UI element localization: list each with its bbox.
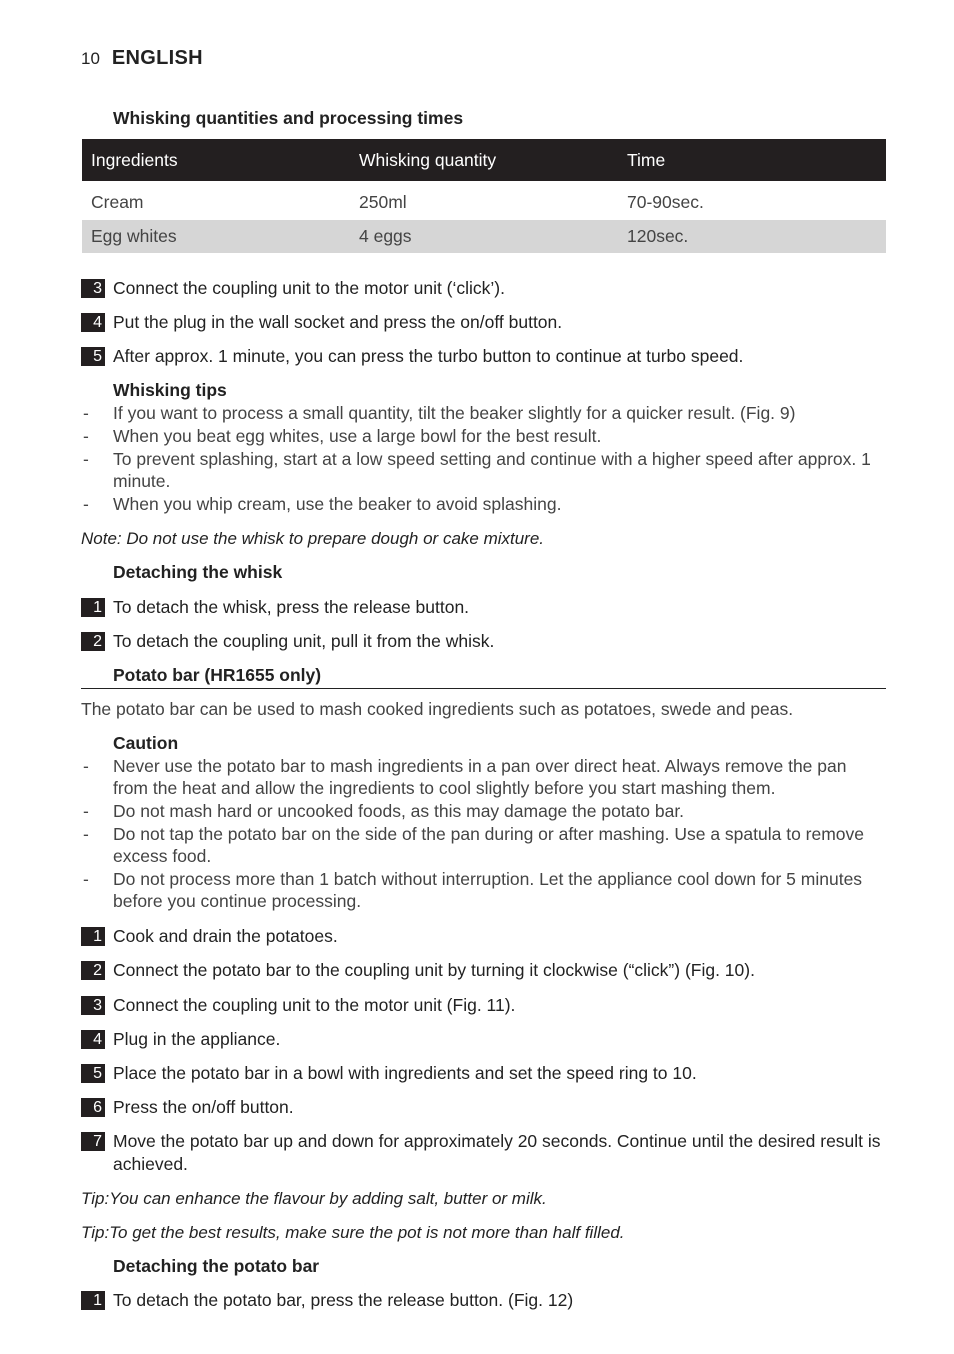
table-cell: 4 eggs bbox=[350, 220, 618, 253]
step-item bbox=[81, 1062, 886, 1085]
step-item bbox=[81, 596, 886, 619]
step-text: Press the on/off button. bbox=[113, 1097, 294, 1117]
step-item bbox=[81, 925, 886, 948]
bullet-text: When you beat egg whites, use a large bowl for the best result. bbox=[113, 426, 602, 446]
step-item bbox=[81, 959, 886, 982]
step-text: Move the potato bar up and down for approximately 20 seconds. Continue until the desired result is achieved. bbox=[113, 1131, 881, 1174]
column-header: Ingredients bbox=[82, 139, 350, 181]
bullet-item bbox=[81, 425, 886, 447]
bullet-item bbox=[81, 868, 886, 912]
step-number: 5 bbox=[81, 347, 105, 366]
step-text: Place the potato bar in a bowl with ingredients and set the speed ring to 10. bbox=[113, 1063, 697, 1083]
step-number: 1 bbox=[81, 927, 105, 946]
step-item bbox=[81, 994, 886, 1017]
whisking-quantities-table bbox=[82, 139, 886, 253]
note-text: Note: Do not use the whisk to prepare dough or cake mixture. bbox=[81, 529, 545, 548]
section-heading-potato-bar: Potato bar (HR1655 only) bbox=[113, 665, 322, 685]
step-text: To detach the potato bar, press the release button. (Fig. 12) bbox=[113, 1290, 574, 1310]
bullet-item bbox=[81, 755, 886, 799]
step-text: Connect the potato bar to the coupling unit by turning it clockwise (“click”) (Fig. 10). bbox=[113, 960, 755, 980]
step-item bbox=[81, 311, 886, 334]
table-cell: 120sec. bbox=[618, 220, 886, 253]
step-item bbox=[81, 1130, 886, 1176]
step-number: 4 bbox=[81, 313, 105, 332]
step-number: 2 bbox=[81, 632, 105, 651]
step-number: 2 bbox=[81, 961, 105, 980]
bullet-item bbox=[81, 448, 886, 492]
potato-bar-intro: The potato bar can be used to mash cooked ingredients such as potatoes, swede and peas. bbox=[81, 699, 794, 719]
step-text: To detach the coupling unit, pull it from the whisk. bbox=[113, 631, 495, 651]
table-cell: 250ml bbox=[359, 192, 407, 212]
bullet-dash: - bbox=[83, 403, 89, 423]
step-number: 3 bbox=[81, 996, 105, 1015]
page-header bbox=[81, 47, 203, 75]
section-heading-detaching-potato-bar: Detaching the potato bar bbox=[113, 1256, 320, 1276]
bullet-dash: - bbox=[83, 494, 89, 514]
bullet-text: To prevent splashing, start at a low speed setting and continue with a higher speed after approx. 1 minute. bbox=[113, 449, 871, 491]
caution-heading: Caution bbox=[113, 733, 179, 753]
step-number: 1 bbox=[81, 1291, 105, 1310]
tip-text: Tip:To get the best results, make sure the pot is not more than half filled. bbox=[81, 1223, 625, 1242]
step-text: Plug in the appliance. bbox=[113, 1029, 281, 1049]
column-header: Whisking quantity bbox=[350, 139, 618, 181]
table-header-row bbox=[82, 139, 886, 181]
bullet-text: Never use the potato bar to mash ingredients in a pan over direct heat. Always remove the pan from the heat and allow the ingredients to cool slightly before you start mashing them. bbox=[113, 756, 847, 798]
bullet-dash: - bbox=[83, 756, 89, 776]
step-text: Cook and drain the potatoes. bbox=[113, 926, 338, 946]
bullet-text: When you whip cream, use the beaker to avoid splashing. bbox=[113, 494, 562, 514]
bullet-dash: - bbox=[83, 824, 89, 844]
bullet-text: Do not mash hard or uncooked foods, as this may damage the potato bar. bbox=[113, 801, 685, 821]
step-item bbox=[81, 1096, 886, 1119]
step-text: Connect the coupling unit to the motor unit (‘click’). bbox=[113, 278, 505, 298]
section-heading-whisking-tips: Whisking tips bbox=[113, 380, 227, 400]
table-cell: Egg whites bbox=[82, 220, 350, 253]
step-number: 6 bbox=[81, 1098, 105, 1117]
bullet-text: Do not process more than 1 batch without interruption. Let the appliance cool down for 5 minutes before you continue processing. bbox=[113, 869, 863, 911]
step-number: 7 bbox=[81, 1132, 105, 1151]
page-language: ENGLISH bbox=[111, 47, 203, 69]
step-text: Put the plug in the wall socket and press the on/off button. bbox=[113, 312, 563, 332]
bullet-item bbox=[81, 493, 886, 515]
bullet-text: If you want to process a small quantity, tilt the beaker slightly for a quicker result. (Fig. 9) bbox=[113, 403, 796, 423]
step-text: After approx. 1 minute, you can press the turbo button to continue at turbo speed. bbox=[113, 346, 744, 366]
bullet-item bbox=[81, 823, 886, 867]
step-text: To detach the whisk, press the release button. bbox=[113, 597, 470, 617]
bullet-dash: - bbox=[83, 869, 89, 889]
table-row bbox=[82, 220, 886, 253]
table-row bbox=[82, 181, 886, 220]
column-header: Time bbox=[618, 139, 886, 181]
bullet-text: Do not tap the potato bar on the side of the pan during or after mashing. Use a spatula to remove excess food. bbox=[113, 824, 865, 866]
bullet-item bbox=[81, 800, 886, 822]
step-number: 5 bbox=[81, 1064, 105, 1083]
tip-text: Tip:You can enhance the flavour by adding salt, butter or milk. bbox=[81, 1189, 547, 1208]
page-number: 10 bbox=[81, 49, 100, 68]
step-number: 1 bbox=[81, 598, 105, 617]
bullet-item bbox=[81, 402, 886, 424]
step-number: 3 bbox=[81, 279, 105, 298]
bullet-dash: - bbox=[83, 426, 89, 446]
step-item bbox=[81, 277, 886, 300]
step-item bbox=[81, 630, 886, 653]
bullet-dash: - bbox=[83, 801, 89, 821]
section-heading-whisking-quantities: Whisking quantities and processing times bbox=[113, 108, 464, 128]
table-cell: 70-90sec. bbox=[627, 192, 704, 212]
step-number: 4 bbox=[81, 1030, 105, 1049]
step-item bbox=[81, 1028, 886, 1051]
heading-divider bbox=[81, 688, 886, 689]
section-heading-detaching-whisk: Detaching the whisk bbox=[113, 562, 283, 582]
step-item bbox=[81, 345, 886, 368]
step-text: Connect the coupling unit to the motor unit (Fig. 11). bbox=[113, 995, 516, 1015]
bullet-dash: - bbox=[83, 449, 89, 469]
step-item bbox=[81, 1289, 886, 1312]
table-cell: Cream bbox=[91, 192, 144, 212]
